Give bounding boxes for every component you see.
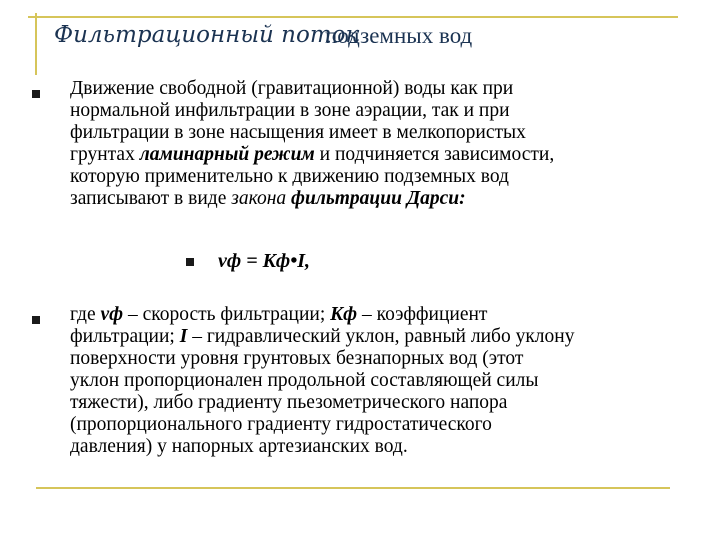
- symbol-i: I: [179, 326, 188, 347]
- text-line: давления) у напорных артезианских вод.: [70, 436, 408, 457]
- text-line: записывают в виде закона фильтрации Дарси:: [70, 188, 466, 209]
- symbol-k-f: Kф: [330, 304, 358, 325]
- darcy-formula: vф = Kф•I,: [218, 250, 311, 272]
- term-laminar-regime: ламинарный режим: [139, 144, 315, 165]
- bullet-icon: [186, 258, 194, 266]
- text-line: уклон пропорционален продольной составляющей силы: [70, 370, 539, 391]
- title-part-b: подземных вод: [325, 23, 473, 48]
- text-line: Движение свободной (гравитационной) воды как при: [70, 78, 514, 99]
- title-part-a: Фильтрационный поток: [54, 22, 360, 48]
- bullet-icon: [32, 316, 40, 324]
- text-line: фильтрации в зоне насыщения имеет в мелкопористых: [70, 122, 526, 143]
- symbol-v-f: vф: [100, 304, 124, 325]
- text-line: где vф – скорость фильтрации; Kф – коэффициент: [70, 304, 488, 325]
- text-line: (пропорционального градиенту гидростатического: [70, 414, 492, 435]
- text-line: грунтах ламинарный режим и подчиняется зависимости,: [70, 144, 555, 165]
- bullet-icon: [32, 90, 40, 98]
- text-line: фильтрации; I – гидравлический уклон, равный либо уклону: [70, 326, 575, 347]
- text-line: тяжести), либо градиенту пьезометрического напора: [70, 392, 508, 413]
- text-line: которую применительно к движению подземных вод: [70, 166, 509, 187]
- term-law: закона: [231, 188, 292, 209]
- paragraph-definitions: [70, 304, 574, 458]
- text-line: нормальной инфильтрации в зоне аэрации, так и при: [70, 100, 510, 121]
- text-line: поверхности уровня грунтовых безнапорных вод (этот: [70, 348, 524, 369]
- slide-title: [0, 18, 720, 62]
- paragraph-darcy-intro: [70, 78, 554, 210]
- accent-bottom-line: [36, 487, 670, 489]
- term-darcy-law: фильтрации Дарси:: [291, 188, 466, 209]
